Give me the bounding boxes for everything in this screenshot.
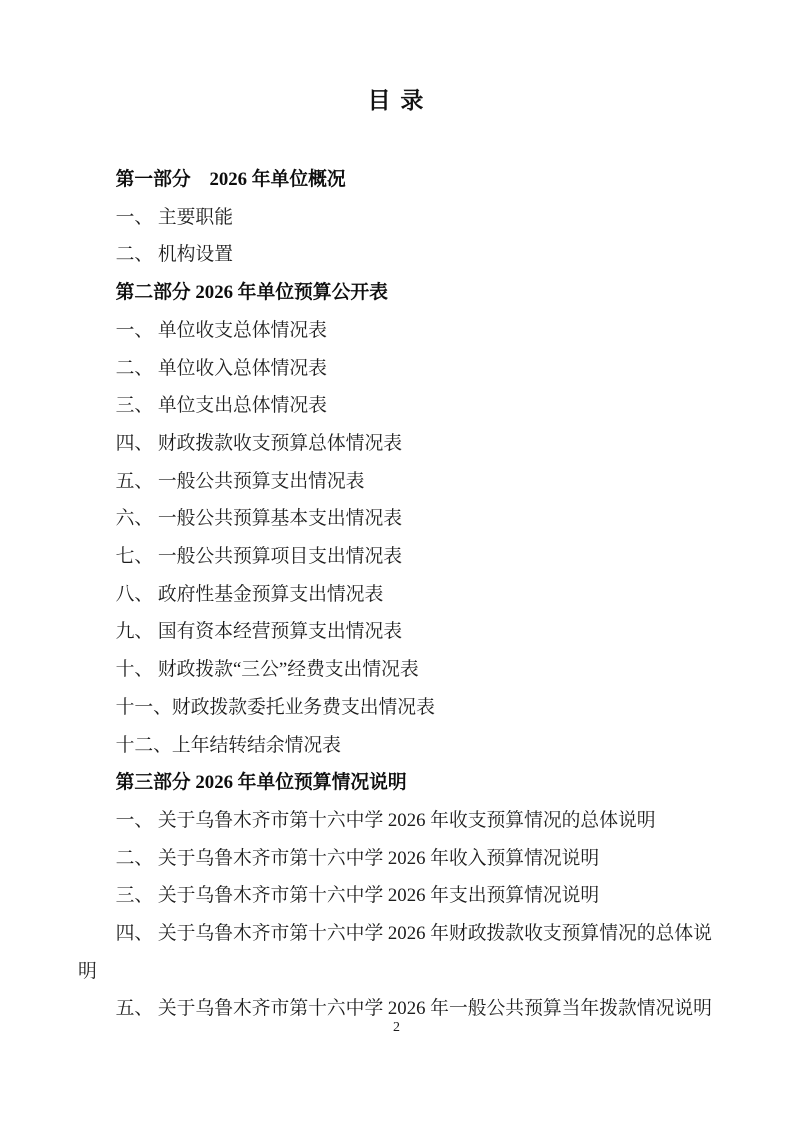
- toc-item: 十、 财政拨款“三公”经费支出情况表: [115, 659, 419, 681]
- toc-item: 六、 一般公共预算基本支出情况表: [115, 508, 403, 530]
- table-of-contents: [78, 161, 715, 1028]
- toc-item: 七、 一般公共预算项目支出情况表: [115, 546, 403, 568]
- toc-item: 九、 国有资本经营预算支出情况表: [115, 621, 403, 643]
- toc-item: 四、 财政拨款收支预算总体情况表: [115, 432, 403, 454]
- toc-item: 二、 关于乌鲁木齐市第十六中学 2026 年收入预算情况说明: [115, 847, 600, 869]
- section-heading-part1: 第一部分 2026 年单位概况: [115, 169, 346, 190]
- section-heading-part2: 第二部分 2026 年单位预算公开表: [115, 282, 388, 304]
- toc-item: 二、 机构设置: [115, 244, 233, 266]
- toc-item: 五、 关于乌鲁木齐市第十六中学 2026 年一般公共预算当年拨款情况说明: [115, 998, 712, 1020]
- toc-item: 一、 主要职能: [115, 206, 233, 228]
- toc-item: 三、 单位支出总体情况表: [115, 395, 327, 417]
- page-number: 2: [393, 1020, 400, 1035]
- toc-item: 十二、上年结转结余情况表: [115, 734, 341, 756]
- toc-item: 一、 关于乌鲁木齐市第十六中学 2026 年收支预算情况的总体说明: [115, 809, 656, 831]
- toc-item: 十一、财政拨款委托业务费支出情况表: [115, 696, 435, 718]
- toc-item: 八、 政府性基金预算支出情况表: [115, 583, 384, 605]
- toc-item: 三、 关于乌鲁木齐市第十六中学 2026 年支出预算情况说明: [115, 885, 600, 907]
- toc-item: 四、 关于乌鲁木齐市第十六中学 2026 年财政拨款收支预算情况的总体说明: [78, 923, 712, 982]
- toc-item: 五、 一般公共预算支出情况表: [115, 470, 365, 492]
- toc-item: 一、 单位收支总体情况表: [115, 319, 327, 341]
- page-title: 目 录: [367, 88, 426, 113]
- section-heading-part3: 第三部分 2026 年单位预算情况说明: [115, 772, 407, 794]
- toc-item: 二、 单位收入总体情况表: [115, 357, 327, 379]
